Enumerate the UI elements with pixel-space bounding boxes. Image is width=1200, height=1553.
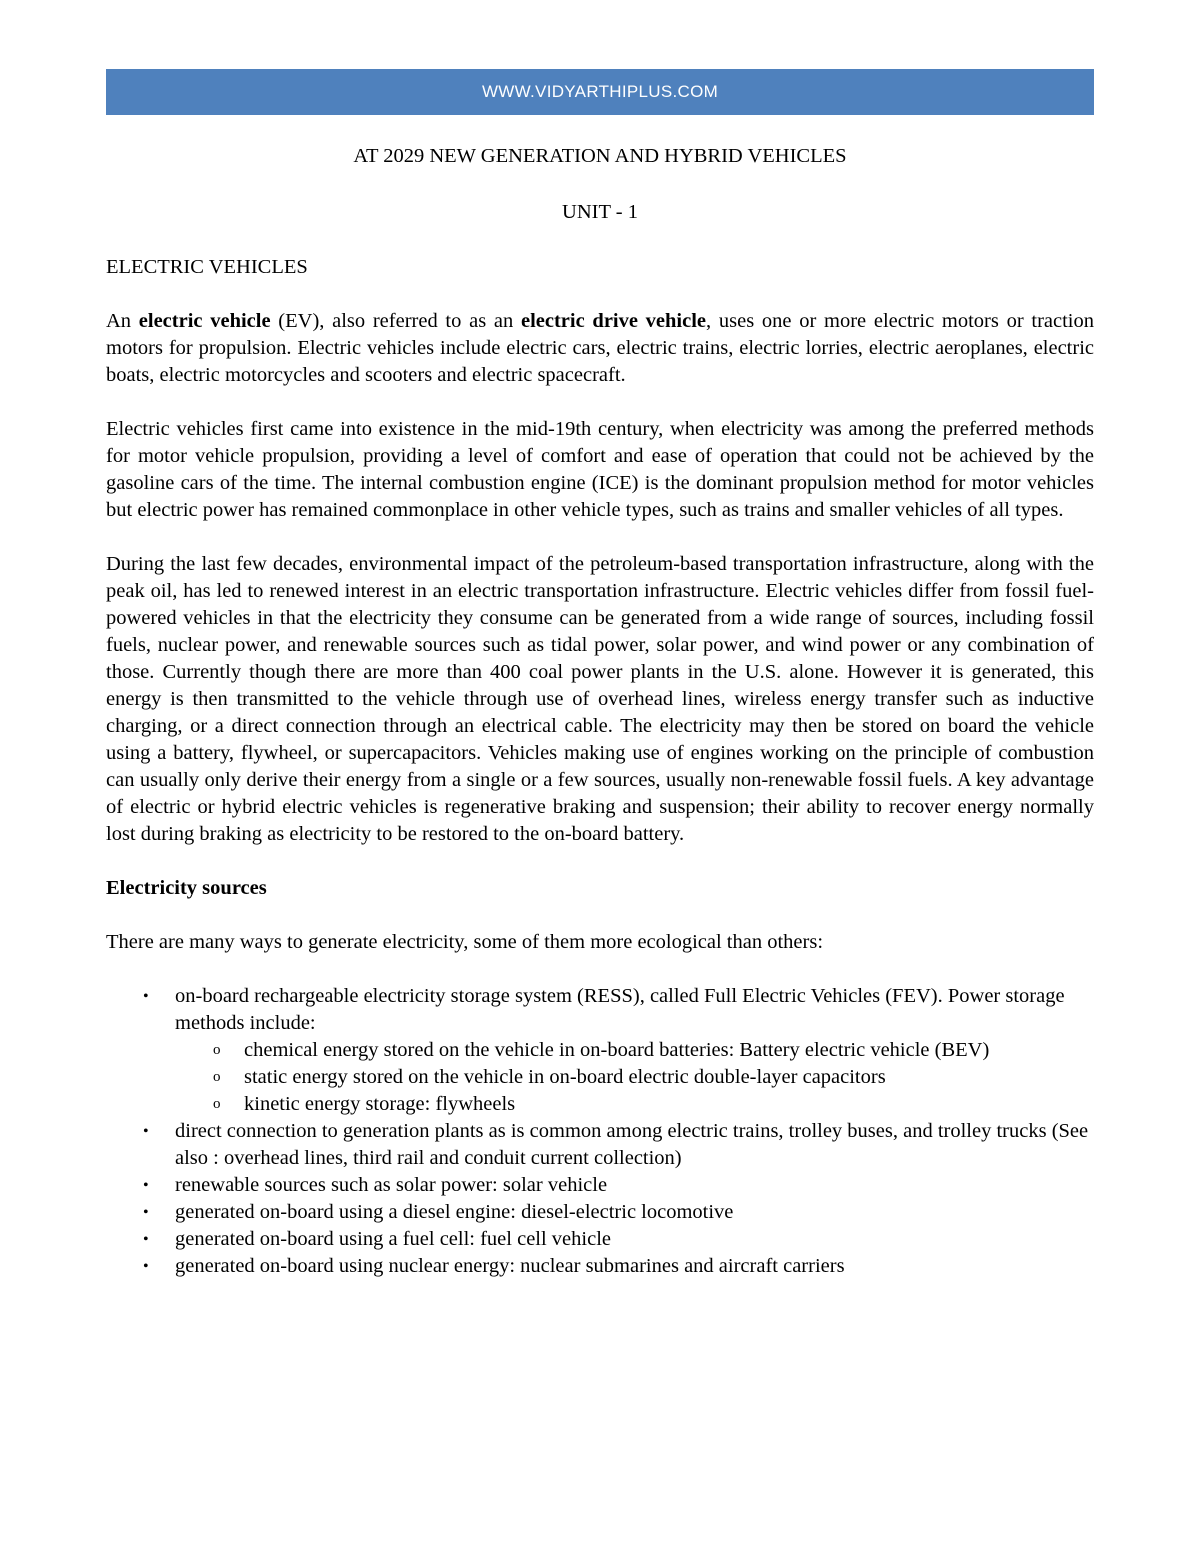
bullet-icon: •	[143, 1177, 149, 1194]
storage-methods-list	[175, 1037, 1094, 1118]
list-item: • generated on-board using a diesel engine: diesel-electric locomotive	[106, 1199, 1094, 1226]
circle-bullet-icon: o	[213, 1096, 221, 1112]
bullet-icon: •	[143, 1231, 149, 1248]
circle-bullet-icon: o	[213, 1069, 221, 1085]
history-paragraph: Electric vehicles first came into existence in the mid-19th century, when electricity was among the preferred methods for motor vehicle propulsion, providing a level of comfort and ease of operation that could not be achieved by the gasoline cars of the time. The internal combustion engine (ICE) is the dominant propulsion method for motor vehicles but electric power has remained commonplace in other vehicle types, such as trains and smaller vehicles of all types.	[106, 418, 1094, 521]
circle-bullet-icon: o	[213, 1042, 221, 1058]
list-item: • on-board rechargeable electricity storage system (RESS), called Full Electric Vehicles (FEV). Power storage methods include: o chemical energy stored on the vehicle in on-board batteries: Battery electric vehicle (BEV) o static energy stored on the vehicle in on-board electric double-layer capacitors o kinetic energy storage: flywheels	[106, 983, 1094, 1118]
document-body	[106, 143, 1094, 1280]
site-banner	[106, 69, 1094, 115]
infrastructure-paragraph: During the last few decades, environmental impact of the petroleum-based transportation infrastructure, along with the peak oil, has led to renewed interest in an electric transportation infrastructure. Electric vehicles differ from fossil fuel-powered vehicles in that the electricity they consume can be generated from a wide range of sources, including fossil fuels, nuclear power, and renewable sources such as tidal power, solar power, and wind power or any combination of those. Currently though there are more than 400 coal power plants in the U.S. alone. However it is generated, this energy is then transmitted to the vehicle through use of overhead lines, wireless energy transfer such as inductive charging, or a direct connection through an electrical cable. The electricity may then be stored on board the vehicle using a battery, flywheel, or supercapacitors. Vehicles making use of engines working on the principle of combustion can usually only derive their energy from a single or a few sources, usually non-renewable fossil fuels. A key advantage of electric or hybrid electric vehicles is regenerative braking and suspension; their ability to recover energy normally lost during braking as electricity to be restored to the on-board battery.	[106, 553, 1094, 845]
list-item: • generated on-board using nuclear energy: nuclear submarines and aircraft carriers	[106, 1253, 1094, 1280]
bullet-icon: •	[143, 988, 149, 1005]
bullet-icon: •	[143, 1258, 149, 1275]
bullet-icon: •	[143, 1123, 149, 1140]
sources-lead: There are many ways to generate electricity, some of them more ecological than others:	[106, 931, 824, 953]
electricity-sources-heading: Electricity sources	[106, 877, 267, 899]
sources-list	[106, 983, 1094, 1280]
course-title: AT 2029 NEW GENERATION AND HYBRID VEHICLES	[353, 145, 847, 167]
sub-list-item: o static energy stored on the vehicle in on-board electric double-layer capacitors	[175, 1064, 1094, 1091]
list-item: • direct connection to generation plants as is common among electric trains, trolley buses, and trolley trucks (See also : overhead lines, third rail and conduit current collection)	[143, 1120, 1089, 1169]
section-title: ELECTRIC VEHICLES	[106, 256, 308, 278]
unit-label: UNIT - 1	[562, 201, 638, 223]
intro-paragraph: An electric vehicle (EV), also referred to as an electric drive vehicle, uses one or more electric motors or traction motors for propulsion. Electric vehicles include electric cars, electric trains, electric lorries, electric aeroplanes, electric boats, electric motorcycles and scooters and electric spacecraft.	[106, 310, 1094, 386]
sub-list-item: o kinetic energy storage: flywheels	[175, 1091, 1094, 1118]
sub-list-item: o chemical energy stored on the vehicle in on-board batteries: Battery electric vehicle (BEV)	[175, 1037, 1094, 1064]
site-url[interactable]: WWW.VIDYARTHIPLUS.COM	[481, 82, 719, 101]
list-item: • renewable sources such as solar power: solar vehicle	[106, 1172, 1094, 1199]
bullet-icon: •	[143, 1204, 149, 1221]
list-item: • generated on-board using a fuel cell: fuel cell vehicle	[106, 1226, 1094, 1253]
